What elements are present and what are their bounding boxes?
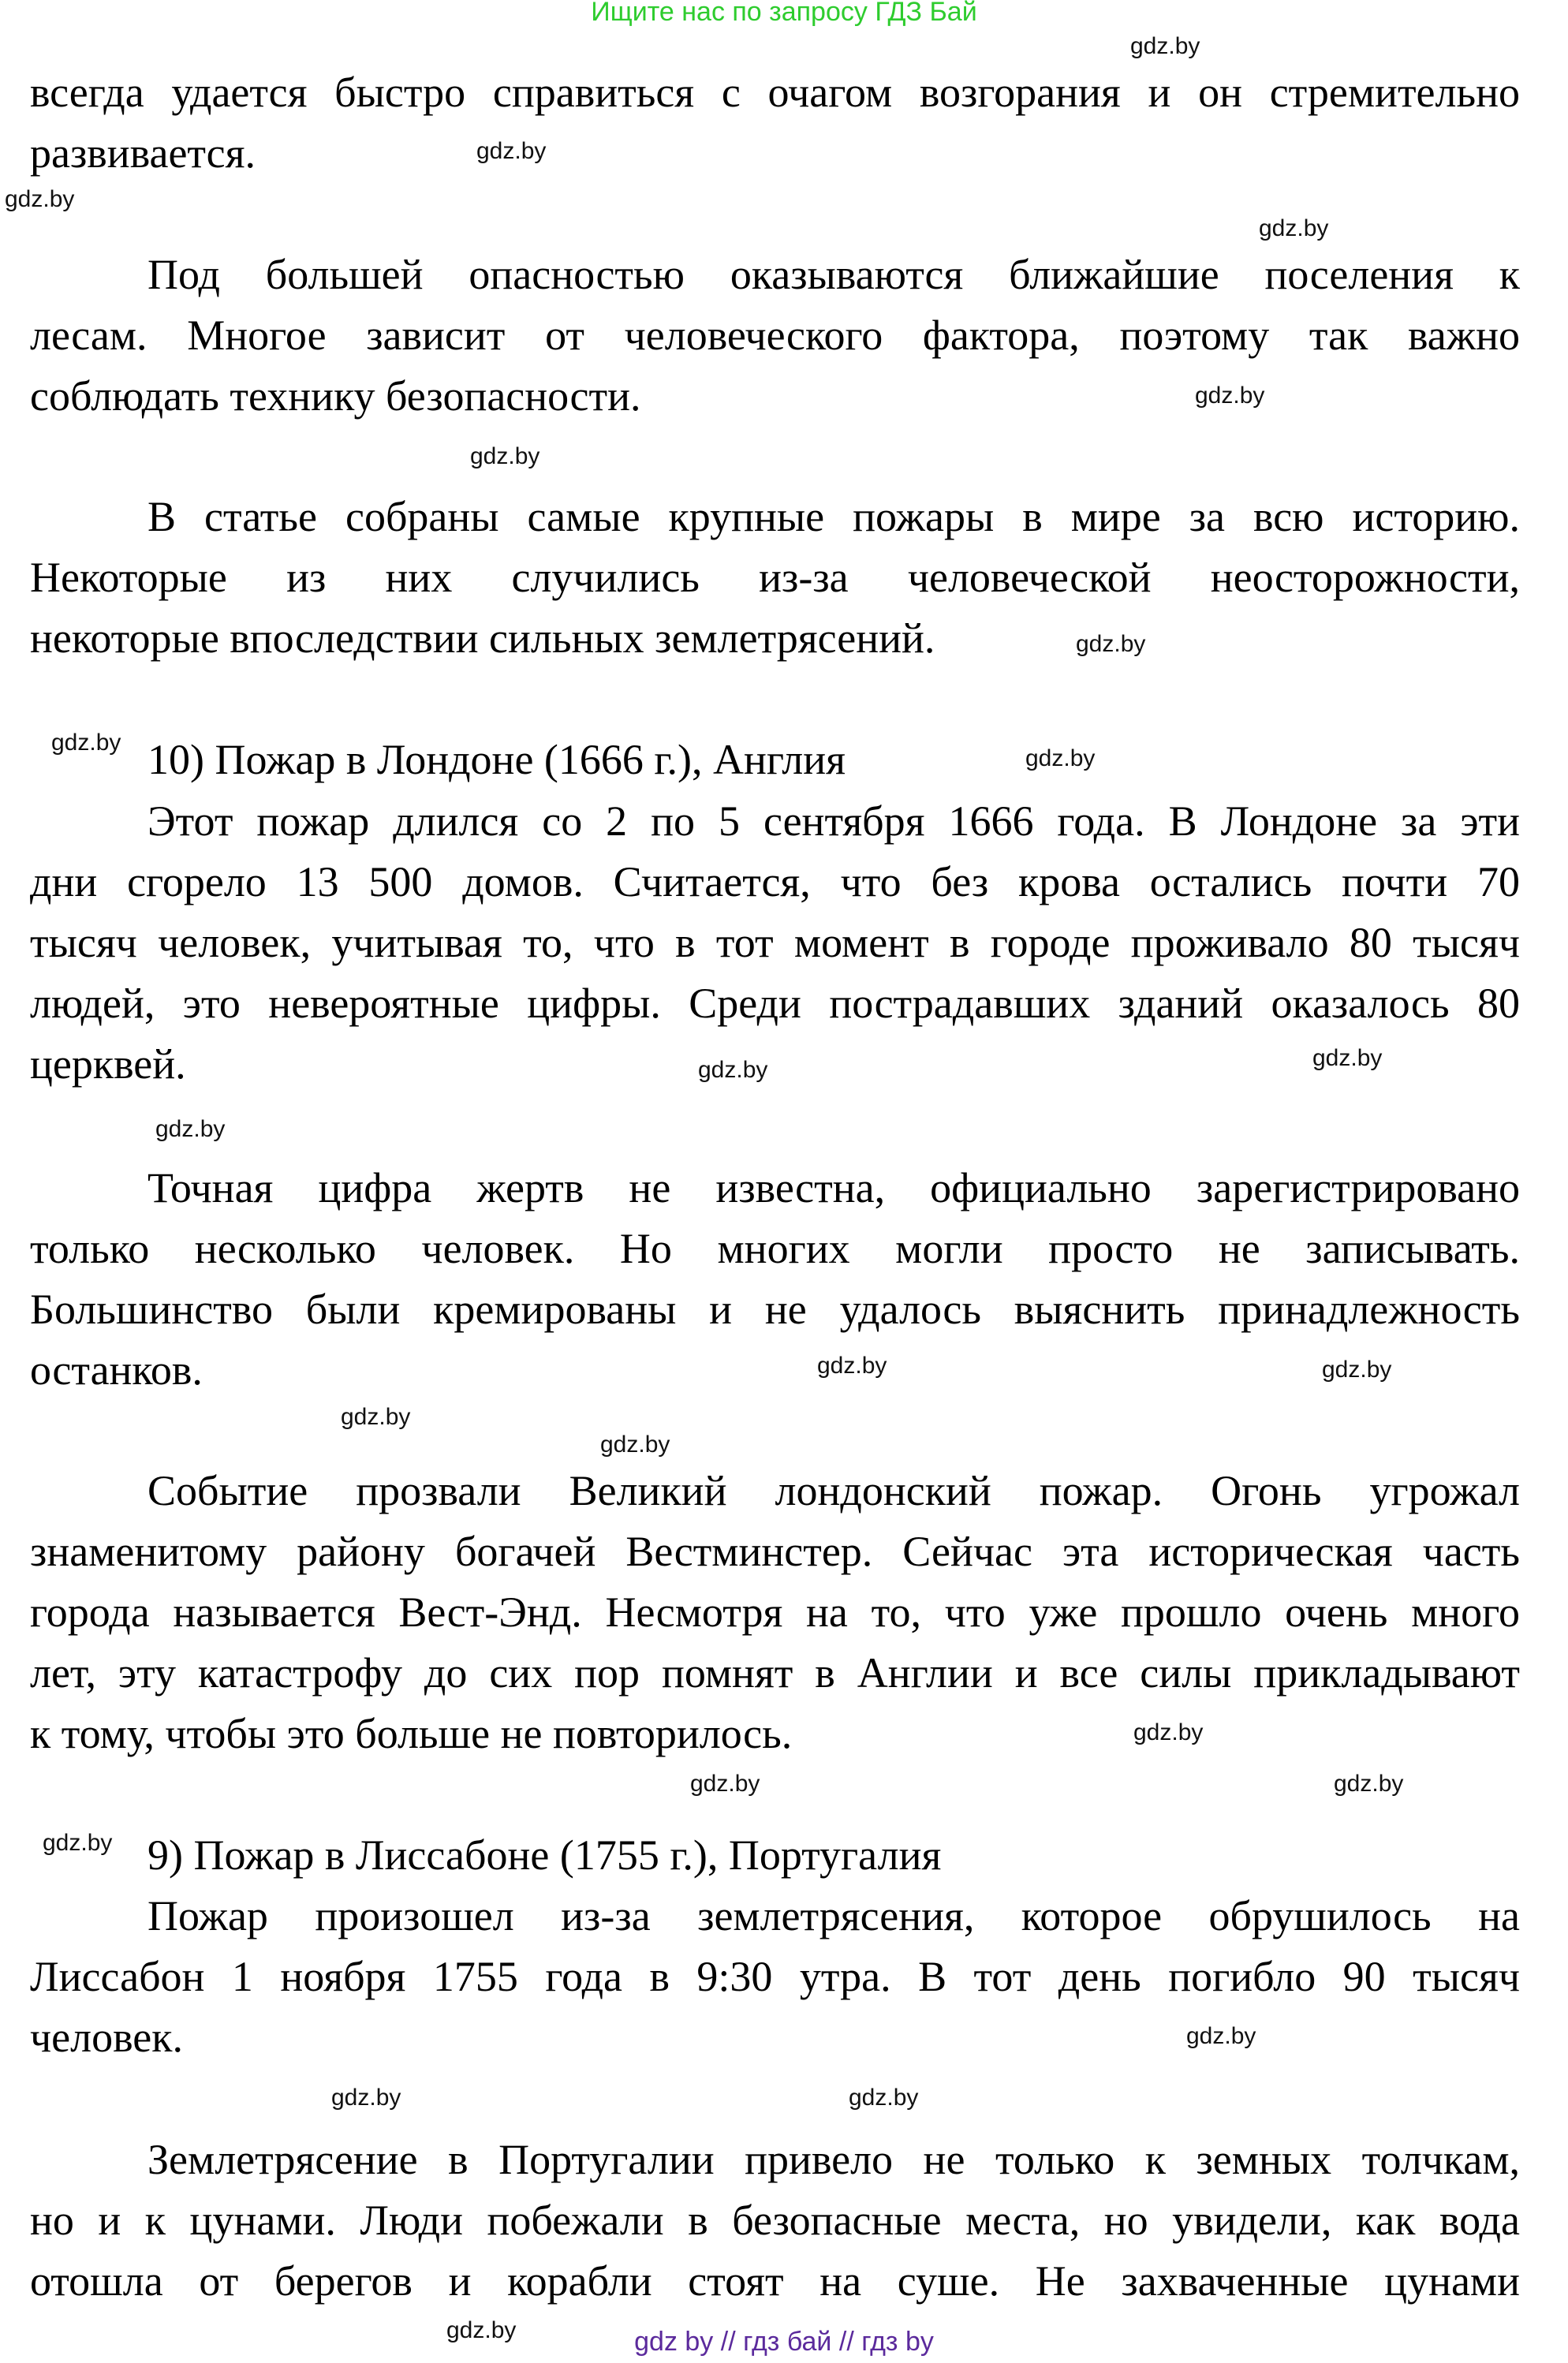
watermark: gdz.by bbox=[476, 138, 547, 164]
paragraph bbox=[30, 1158, 1520, 1401]
paragraph bbox=[30, 245, 1520, 427]
watermark: gdz.by bbox=[1334, 1771, 1404, 1797]
paragraph bbox=[30, 62, 1520, 184]
text-line: Некоторые из них случились из-за человеческой неосторожности, bbox=[30, 554, 1520, 601]
text-line: 9) Пожар в Лиссабоне (1755 г.), Португалия bbox=[147, 1831, 942, 1879]
watermark: gdz.by bbox=[698, 1057, 768, 1083]
text-line: дни сгорело 13 500 домов. Считается, что без крова остались почти 70 bbox=[30, 858, 1520, 905]
watermark: gdz.by bbox=[1322, 1357, 1392, 1383]
watermark: gdz.by bbox=[5, 186, 75, 212]
footer-banner[interactable]: gdz by // гдз бай // гдз by bbox=[634, 2327, 934, 2357]
watermark: gdz.by bbox=[1025, 745, 1096, 771]
text-line: В статье собраны самые крупные пожары в мире за всю историю. bbox=[147, 493, 1520, 540]
watermark: gdz.by bbox=[446, 2317, 517, 2343]
watermark: gdz.by bbox=[600, 1432, 670, 1458]
watermark: gdz.by bbox=[341, 1404, 411, 1430]
text-line: но и к цунами. Люди побежали в безопасные места, но увидели, как вода bbox=[30, 2197, 1520, 2244]
watermark: gdz.by bbox=[690, 1771, 760, 1797]
text-line: Большинство были кремированы и не удалось выяснить принадлежность bbox=[30, 1286, 1520, 1333]
section-heading bbox=[30, 1825, 1520, 1886]
watermark: gdz.by bbox=[470, 443, 540, 469]
paragraph bbox=[30, 791, 1520, 1095]
watermark: gdz.by bbox=[1312, 1045, 1383, 1071]
text-line: людей, это невероятные цифры. Среди пострадавших зданий оказалось 80 bbox=[30, 980, 1520, 1027]
text-line: тысяч человек, учитывая то, что в тот момент в городе проживало 80 тысяч bbox=[30, 919, 1520, 966]
paragraph bbox=[30, 2130, 1520, 2312]
text-line: церквей. bbox=[30, 1040, 186, 1088]
watermark: gdz.by bbox=[1130, 33, 1200, 59]
watermark: gdz.by bbox=[1259, 215, 1329, 241]
text-line: Этот пожар длился со 2 по 5 сентября 1666 года. В Лондоне за эти bbox=[147, 797, 1520, 845]
watermark: gdz.by bbox=[1195, 383, 1265, 409]
paragraph bbox=[30, 487, 1520, 669]
text-line: Пожар произошел из-за землетрясения, которое обрушилось на bbox=[147, 1892, 1520, 1939]
text-line: останков. bbox=[30, 1346, 203, 1394]
text-line: к тому, чтобы это больше не повторилось. bbox=[30, 1710, 793, 1757]
text-line: Землетрясение в Португалии привело не только к земных толчкам, bbox=[147, 2136, 1520, 2183]
text-line: человек. bbox=[30, 2014, 183, 2061]
text-line: Лиссабон 1 ноября 1755 года в 9:30 утра. В тот день погибло 90 тысяч bbox=[30, 1953, 1520, 2000]
text-line: Событие прозвали Великий лондонский пожар. Огонь угрожал bbox=[147, 1467, 1520, 1514]
text-line: Точная цифра жертв не известна, официально зарегистрировано bbox=[147, 1164, 1520, 1211]
watermark: gdz.by bbox=[849, 2085, 919, 2111]
section-heading bbox=[30, 730, 1520, 790]
paragraph bbox=[30, 1461, 1520, 1764]
text-line: некоторые впоследствии сильных землетрясений. bbox=[30, 614, 935, 662]
text-line: знаменитому району богачей Вестминстер. Сейчас эта историческая часть bbox=[30, 1528, 1520, 1575]
text-line: города называется Вест-Энд. Несмотря на то, что уже прошло очень много bbox=[30, 1588, 1520, 1636]
text-line: всегда удается быстро справиться с очагом возгорания и он стремительно bbox=[30, 69, 1520, 116]
watermark: gdz.by bbox=[51, 730, 121, 756]
watermark: gdz.by bbox=[1186, 2023, 1256, 2049]
text-line: лет, эту катастрофу до сих пор помнят в Англии и все силы прикладывают bbox=[30, 1649, 1520, 1697]
watermark: gdz.by bbox=[331, 2085, 401, 2111]
watermark: gdz.by bbox=[155, 1116, 226, 1142]
text-line: соблюдать технику безопасности. bbox=[30, 372, 641, 420]
text-line: отошла от берегов и корабли стоят на суше. Не захваченные цунами bbox=[30, 2257, 1520, 2305]
watermark: gdz.by bbox=[817, 1353, 887, 1379]
header-banner[interactable]: Ищите нас по запросу ГДЗ Бай bbox=[591, 0, 977, 27]
text-line: только несколько человек. Но многих могли просто не записывать. bbox=[30, 1225, 1520, 1272]
watermark: gdz.by bbox=[43, 1830, 113, 1856]
watermark: gdz.by bbox=[1076, 631, 1146, 657]
paragraph bbox=[30, 1886, 1520, 2068]
text-line: лесам. Многое зависит от человеческого фактора, поэтому так важно bbox=[30, 312, 1520, 359]
watermark: gdz.by bbox=[1133, 1719, 1204, 1745]
text-line: развивается. bbox=[30, 129, 256, 177]
text-line: 10) Пожар в Лондоне (1666 г.), Англия bbox=[147, 736, 846, 783]
text-line: Под большей опасностью оказываются ближайшие поселения к bbox=[147, 251, 1520, 298]
